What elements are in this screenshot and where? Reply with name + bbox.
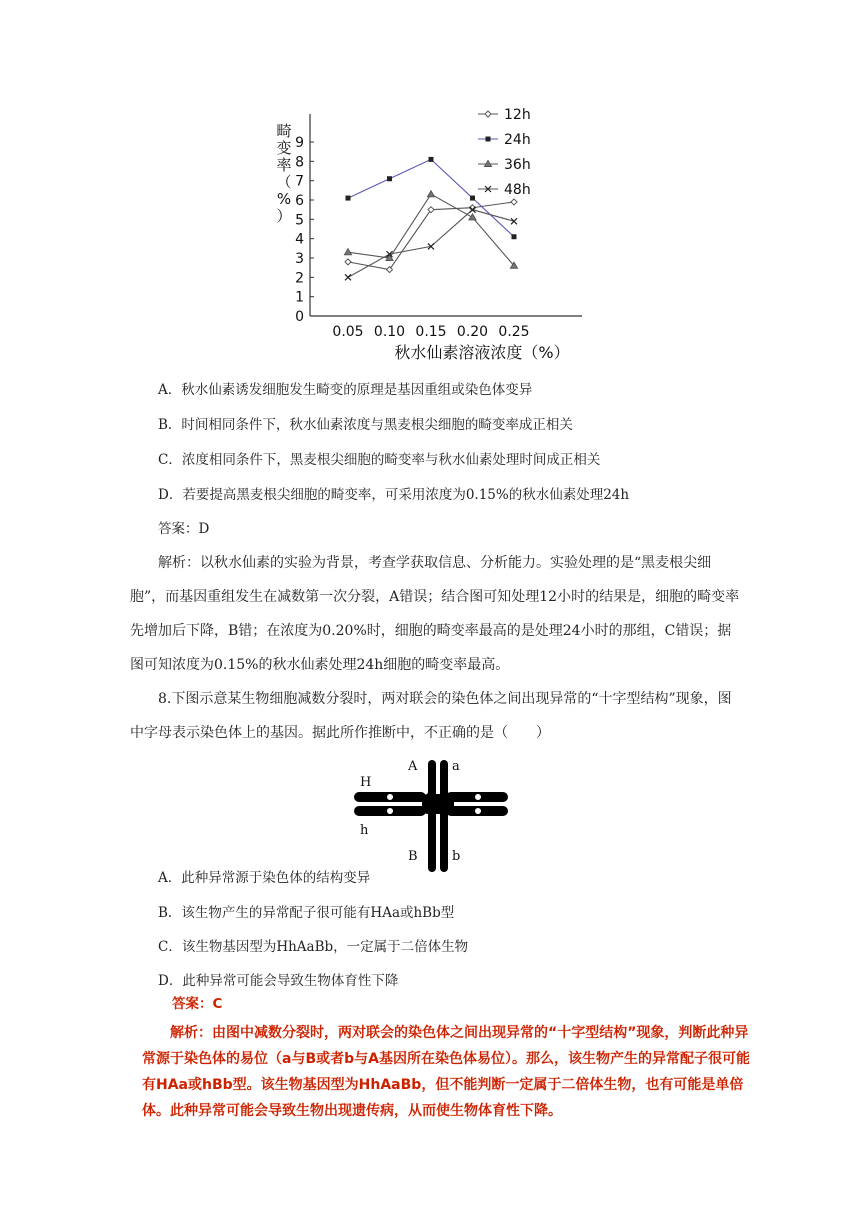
y-tick-label: 9: [295, 135, 304, 151]
chromosome-svg: [346, 756, 516, 876]
q7-answer: 答案：D: [158, 521, 210, 537]
x-tick-label: 0.05: [332, 324, 364, 340]
legend-label: 36h: [504, 157, 531, 173]
data-point: [387, 176, 392, 181]
q8-stem: 8.下图示意某生物细胞减数分裂时，两对联会的染色体之间出现异常的“十字型结构”现象，图中字母表示染色体上的基因。据此所作推断中，不正确的是（ ）: [130, 691, 732, 741]
q8-option-d: D．此种异常可能会导致生物体育性下降: [158, 973, 399, 989]
data-point: [429, 157, 434, 162]
q8-analysis: 解析：由图中减数分裂时，两对联会的染色体之间出现异常的“十字型结构”现象，判断此种异常源于染色体的易位（a与B或者b与A基因所在染色体易位）。那么，该生物产生的异常配子很可能有HAa或hBb型。该生物基因型为HhAaBb，但不能判断一定属于二倍体生物，也有可能是单倍体。此种异常可能会导致生物出现遗传病，从而使生物体育性下降。: [142, 1025, 750, 1119]
y-tick-label: 5: [295, 212, 304, 229]
gene-label-H: H: [360, 775, 372, 790]
y-tick-label: 3: [295, 251, 304, 267]
series-line-48h: [348, 210, 514, 278]
q8-option-b: B．该生物产生的异常配子很可能有HAa或hBb型: [158, 905, 455, 921]
chromosome-right-arms: [446, 792, 508, 816]
y-tick-label: 7: [295, 173, 304, 190]
y-tick-label: 8: [295, 154, 304, 171]
y-tick-label: 2: [295, 270, 304, 287]
data-point: [346, 196, 351, 201]
data-point: [470, 196, 475, 201]
y-tick-label: 1: [295, 289, 304, 306]
x-tick-label: 0.25: [498, 324, 530, 340]
aberration-rate-chart: [272, 96, 592, 372]
chart-svg: [272, 96, 592, 372]
data-point: [428, 191, 435, 197]
data-point: [345, 249, 352, 255]
data-point: [345, 259, 351, 265]
x-tick-label: 0.10: [373, 324, 406, 340]
data-point: [485, 111, 491, 117]
q8-option-a: A．此种异常源于染色体的结构变异: [158, 870, 371, 886]
data-point: [511, 199, 517, 205]
chromosome-vertical-arms: [422, 760, 454, 872]
y-axis-label: 畸变率（%）: [276, 122, 292, 225]
q7-analysis: 解析：以秋水仙素的实验为背景，考查学获取信息、分析能力。实验处理的是“黑麦根尖细胞”，而基因重组发生在减数第一次分裂，A错误；结合图可知处理12小时的结果是，细胞的畸变率先增加后下降，B错；在浓度为0.20%时，细胞的畸变率最高的是处理24小时的那组，C错误；据图可知浓度为0.15%的秋水仙素处理24h细胞的畸变率最高。: [130, 555, 740, 673]
gene-label-b: b: [452, 849, 461, 864]
data-point: [469, 214, 476, 220]
x-axis-label: 秋水仙素溶液浓度（%）: [394, 343, 570, 362]
gene-label-h: h: [360, 823, 369, 838]
data-point: [345, 274, 351, 280]
q7-option-d: D．若要提高黑麦根尖细胞的畸变率，可采用浓度为0.15%的秋水仙素处理24h: [158, 487, 630, 503]
legend-label: 48h: [504, 182, 531, 198]
data-point: [512, 234, 517, 239]
q7-option-a: A．秋水仙素诱发细胞发生畸变的原理是基因重组或染色体变异: [158, 382, 533, 398]
gene-label-B: B: [408, 849, 418, 864]
q8-answer: 答案：C: [172, 996, 223, 1012]
gene-label-A: A: [408, 759, 418, 774]
series-line-24h: [348, 159, 514, 236]
y-tick-label: 6: [295, 193, 304, 209]
q7-option-c: C．浓度相同条件下，黑麦根尖细胞的畸变率与秋水仙素处理时间成正相关: [158, 452, 601, 468]
y-tick-label: 4: [295, 231, 304, 248]
legend-label: 24h: [504, 132, 531, 148]
gene-label-a: a: [452, 759, 460, 774]
y-tick-label: 0: [295, 309, 304, 325]
chromosome-left-arms: [354, 792, 426, 816]
q8-option-c: C．该生物基因型为HhAaBb，一定属于二倍体生物: [158, 939, 469, 955]
data-point: [511, 218, 517, 224]
q7-option-b: B．时间相同条件下，秋水仙素浓度与黑麦根尖细胞的畸变率成正相关: [158, 417, 573, 433]
legend-label: 12h: [504, 107, 531, 123]
chromosome-cross-figure: [346, 756, 516, 876]
data-point: [486, 137, 491, 142]
x-tick-label: 0.15: [415, 324, 447, 340]
x-tick-label: 0.20: [456, 324, 489, 340]
